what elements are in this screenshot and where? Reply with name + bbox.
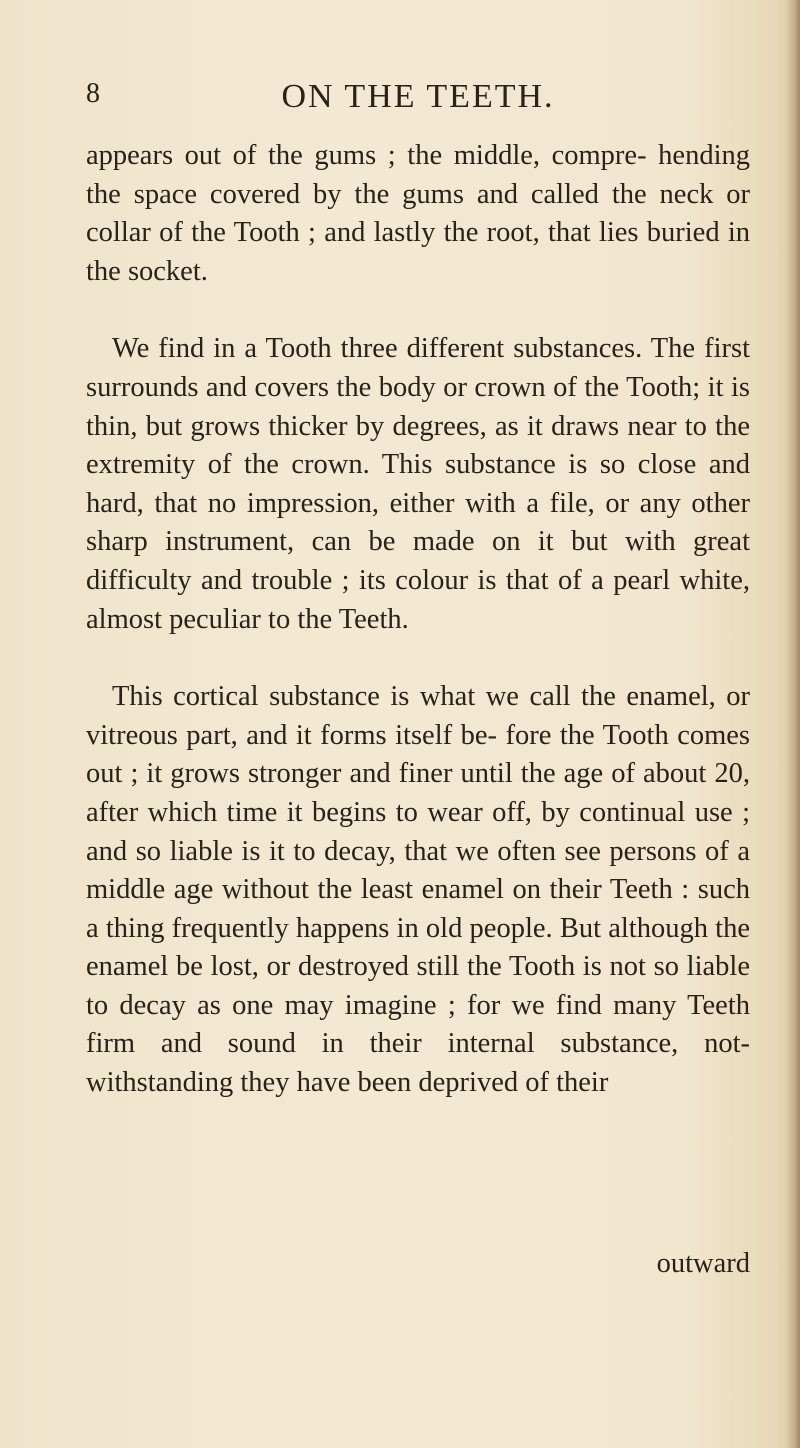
paragraph: We find in a Tooth three different substances. The first surrounds and covers the body or crown of the Tooth; it is thin, but grows thicker by degrees, as it draws near to the extremity of the crown. This substance is so close and hard, that no impression, either with a file, or any other sharp instrument, can be made on it but with great difficulty and trouble ; its colour is that of a pearl white, almost peculiar to the Teeth. [86,333,750,635]
page-edge-shadow [786,0,800,1448]
running-head: ON THE TEETH. [281,78,555,115]
page-header [86,78,750,122]
paragraph: appears out of the gums ; the middle, compre- hending the space covered by the gums and called the neck or collar of the Tooth ; and lastly the root, that lies buried in the socket. [86,140,750,287]
page-number: 8 [86,78,101,109]
catchword: outward [656,1248,750,1279]
body-text [86,137,750,1103]
paragraph: This cortical substance is what we call the enamel, or vitreous part, and it forms itself be- fore the Tooth comes out ; it grows stronger and finer until the age of about 20, after which time it begins to wear off, by continual use ; and so liable is it to decay, that we often see persons of a middle age without the least enamel on their Teeth : such a thing frequently happens in old people. But although the enamel be lost, or destroyed still the Tooth is not so liable to decay as one may imagine ; for we find many Teeth firm and sound in their internal substance, not- withstanding they have been deprived of their [86,681,750,1099]
